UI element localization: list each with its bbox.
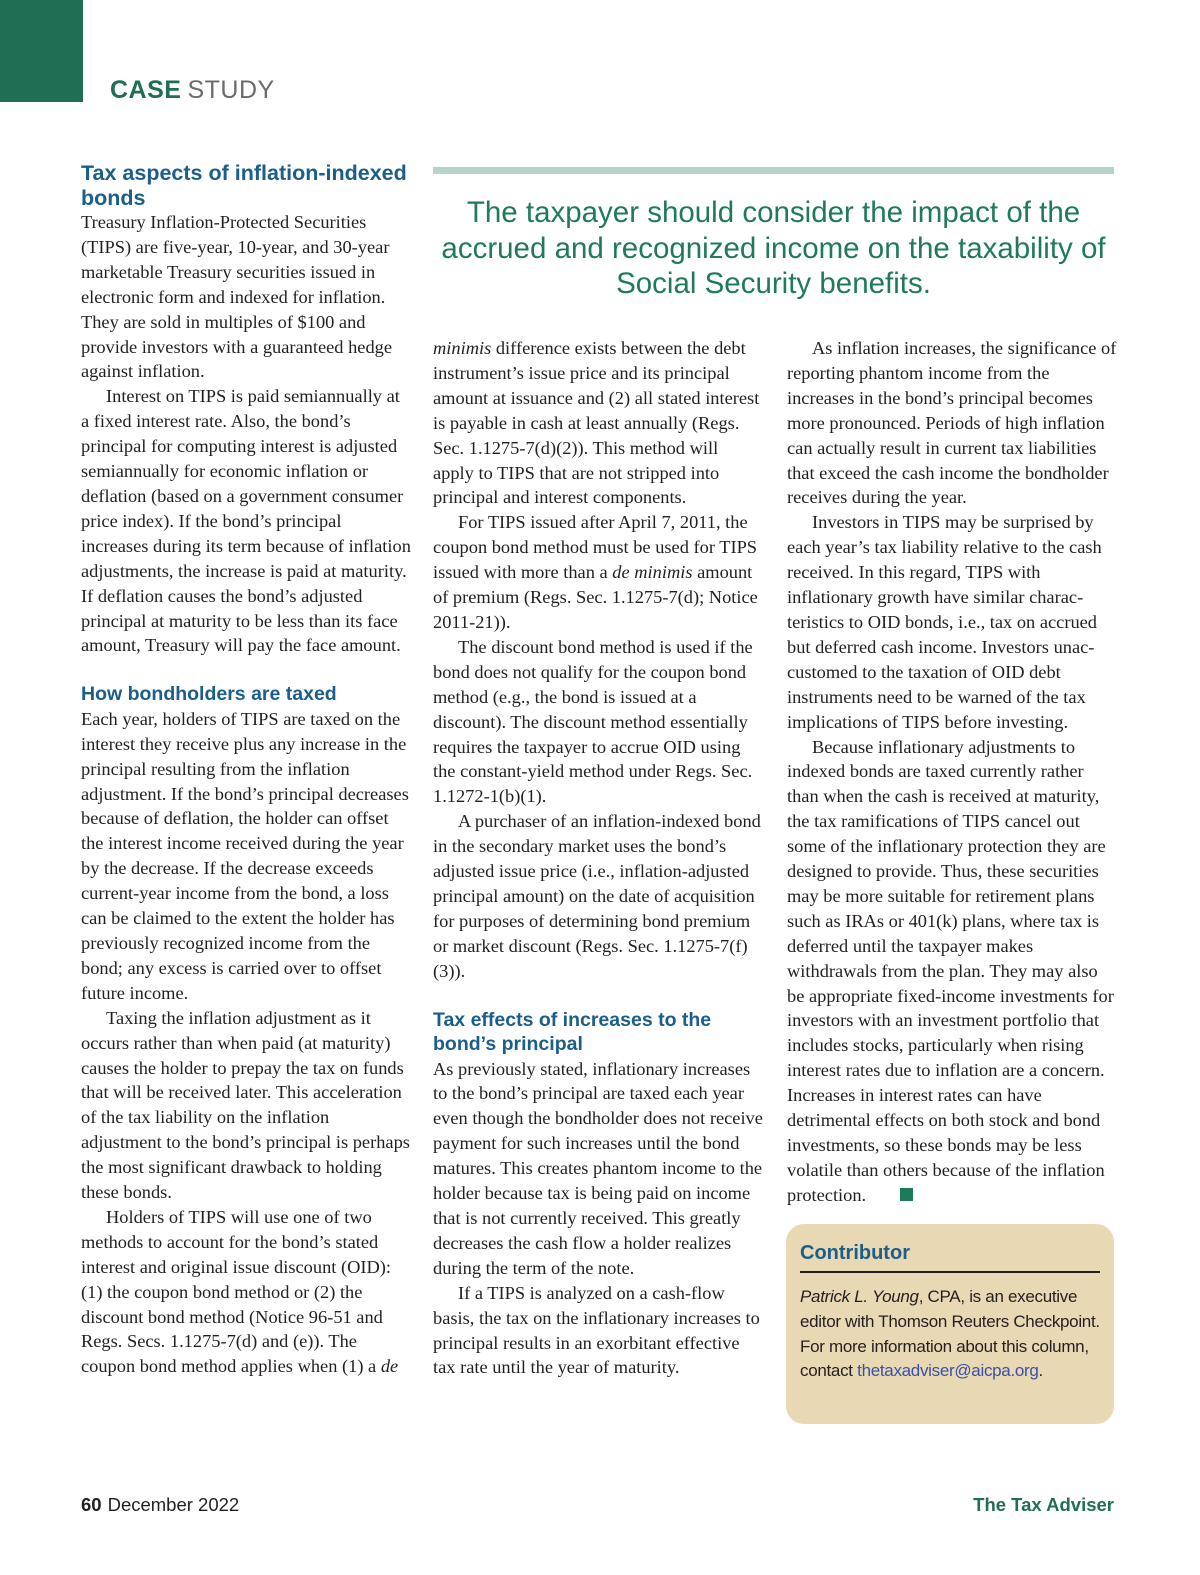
contributor-title: Contributor — [800, 1242, 1100, 1273]
contributor-bio — [800, 1285, 1100, 1384]
paragraph — [433, 510, 763, 635]
italic-term: de — [380, 1356, 399, 1377]
paragraph: If a TIPS is analyzed on a cash-flow basis, the tax on the inflationary increases to principal results in an exorbitant effective tax rate until the year of maturity. — [433, 1282, 760, 1378]
heading-tax-effects: Tax effects of increases to the bond’s principal — [433, 1008, 712, 1056]
paragraph-text: Holders of TIPS will use one of two methods to account for the bond’s stated interest and original issue discount (OID): (1) the coupon bond method or (2) the discount bond method (Notice 96-51 and Regs. Secs. 1.1275-7(d) and (e)). The coupon bond method applies when (1) a — [81, 1206, 392, 1377]
pullquote-rule — [433, 167, 1114, 174]
paragraph: Taxing the inflation adjustment as it occurs rather than when paid (at maturity) causes the holder to prepay the tax on funds that will be received later. This acceleration of the tax liability on the inflation adjustment to the bond’s principal is perhaps the most significant drawback to holding these bonds. — [81, 1007, 410, 1203]
paragraph-text: amount of premium (Regs. Sec. 1.1275-7(d); Notice 2011-21)). — [433, 562, 758, 632]
paragraph: A purchaser of an inflation-indexed bond in the secondary market uses the bond’s adjusted issue price (i.e., inflation-adjusted principal amount) on the date of acquisition for purposes of determining bond premium or market discount (Regs. Sec. 1.1275-7(f)(3)). — [433, 811, 761, 981]
section-label-light: STUDY — [187, 76, 275, 104]
page-number: 60 — [81, 1494, 102, 1515]
paragraph: Treasury Inflation-Protected Securities (TIPS) are five-year, 10-year, and 30-year marketable Treasury securities issued in electronic form and indexed for inflation. They are sold in multiples of $100 and provide investors with a guaranteed hedge against inflation. — [81, 212, 393, 382]
heading-how-taxed: How bondholders are taxed — [81, 683, 337, 706]
italic-term: minimis — [433, 338, 492, 358]
heading-tax-aspects: Tax aspects of inflation-indexed bonds — [81, 161, 407, 210]
paragraph — [81, 1205, 411, 1379]
contributor-bio-text: , CPA, is an executive editor with Thomson Reuters Checkpoint. For more information about this column, contact — [800, 1287, 1100, 1381]
brand-color-block — [0, 0, 83, 102]
issue-date: December 2022 — [107, 1494, 240, 1515]
publication-name: The Tax Adviser — [973, 1494, 1114, 1515]
paragraph-text: For TIPS issued after April 7, 2011, the coupon bond method must be used for TIPS issued with more than a — [433, 512, 758, 583]
paragraph — [433, 336, 763, 510]
paragraph: Each year, holders of TIPS are taxed on the interest they receive plus any increase in the principal resulting from the inflation adjustment. If the bond’s principal decreases because of deflation, the holder can offset the interest income received during the year by the decrease. If the decrease exceeds current-year income from the bond, a loss can be claimed to the extent the holder has previously recognized income from the bond; any excess is carried over to offset future income. — [81, 708, 409, 1003]
pullquote: The taxpayer should consider the impact of the accrued and recognized income on the taxability of Social Security benefits. — [441, 196, 1106, 300]
paragraph: Interest on TIPS is paid semiannually at a fixed interest rate. Also, the bond’s principal for computing interest is adjusted semiannually for economic inflation or deflation (based on a government consumer price index). If the bond’s principal increases during its term because of inflation adjustments, the increase is paid at maturity. If deflation causes the bond’s adjusted principal at maturity to be less than its face amount, Treasury will pay the face amount. — [81, 386, 411, 656]
contributor-name: Patrick L. Young — [800, 1287, 919, 1306]
footer-left — [81, 1494, 239, 1516]
column-1 — [81, 161, 411, 1379]
italic-term: de minimis — [612, 562, 693, 583]
end-mark-icon — [900, 1188, 913, 1201]
paragraph: As inflation increases, the significance of reporting phantom income from the increases in the bond’s principal becomes more pronounced. Periods of high inflation can actually result in current tax liabilities that exceed the cash income the bondholder receives during the year. — [787, 338, 1117, 508]
paragraph: The discount bond method is used if the bond does not qualify for the coupon bond method (e.g., the bond is issued at a discount). The discount method essentially requires the taxpayer to accrue OID using the constant-yield method under Regs. Sec. 1.1272-1(b)(1). — [433, 636, 753, 807]
paragraph: Investors in TIPS may be surprised by each year’s tax liability relative to the cash received. In this regard, TIPS with inflationary growth have similar characteristics to OID bonds, i.e., tax on accrued but deferred cash income. Investors unaccustomed to the taxation of OID debt instruments need to be warned of the tax implications of TIPS before investing. — [787, 512, 1102, 732]
column-2 — [433, 336, 763, 1380]
contributor-box — [786, 1224, 1114, 1424]
contributor-bio-end: . — [1038, 1361, 1043, 1381]
paragraph — [787, 735, 1117, 1208]
contact-email-link[interactable]: thetaxadviser@aicpa.org — [857, 1361, 1039, 1381]
section-label — [110, 76, 275, 105]
section-label-bold: CASE — [110, 76, 182, 104]
paragraph-text: difference exists between the debt instrument’s issue price and its principal amount at issuance and (2) all stated interest is payable in cash at least annually (Regs. Sec. 1.1275-7(d)(2)). This method will apply to TIPS that are not stripped into principal and interest components. — [433, 338, 760, 508]
paragraph-text: Because inflationary adjustments to indexed bonds are taxed currently rather than when the cash is received at maturity, the tax ramifications of TIPS cancel out some of the inflationary protection they are designed to provide. Thus, these securities may be more suitable for retirement plans such as IRAs or 401(k) plans, where tax is deferred until the taxpayer makes withdrawals from the plan. They may also be appropriate fixed-income investments for investors with an investment portfolio that includes stocks, particularly when rising interest rates due to inflation are a concern. Increases in interest rates can have detrimental effects on both stock and bond investments, so these bonds may be less volatile than others because of the inflation protection. — [787, 736, 1114, 1205]
column-3 — [787, 336, 1117, 1208]
paragraph: As previously stated, inflationary increases to the bond’s principal are taxed each year even though the bondholder does not receive payment for such increases until the bond matures. This creates phantom income to the holder because tax is being paid on income that is not currently received. This greatly decreases the cash flow a holder realizes during the term of the note. — [433, 1058, 763, 1278]
